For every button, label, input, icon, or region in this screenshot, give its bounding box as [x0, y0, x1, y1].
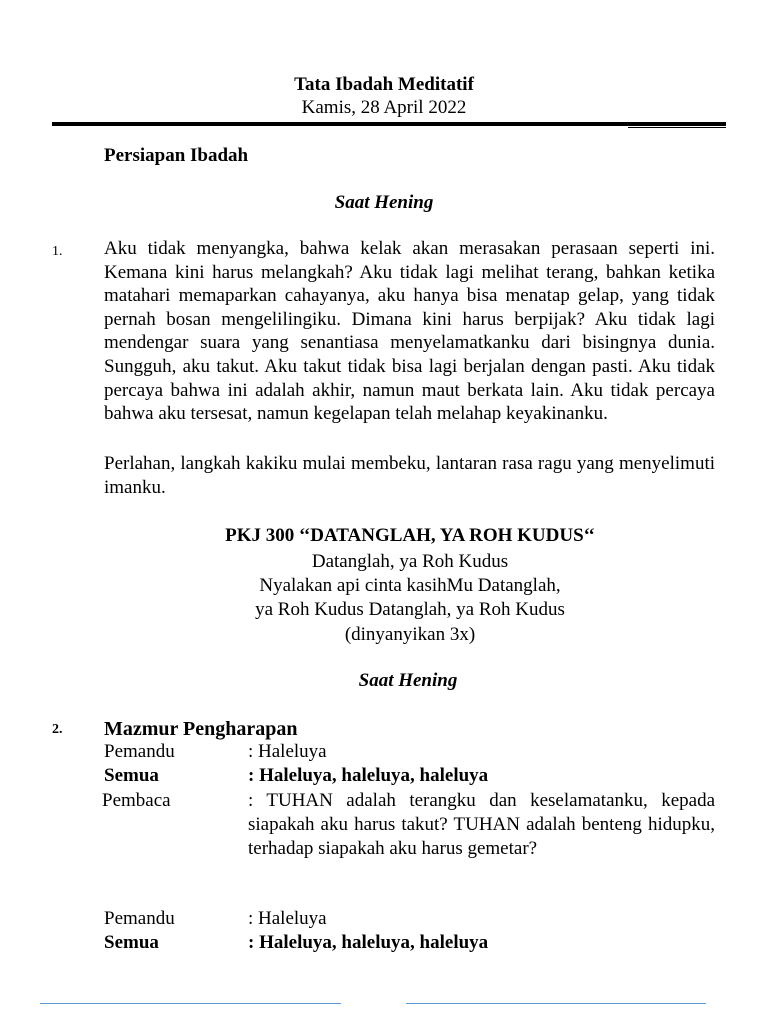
song-lyric-line: Datanglah, ya Roh Kudus: [311, 551, 509, 572]
liturgy-line: : Haleluya, haleluya, haleluya: [248, 932, 489, 953]
header-divider-underline: [628, 127, 726, 128]
liturgy-role: Semua: [104, 932, 159, 953]
liturgy-line: : Haleluya: [248, 741, 327, 762]
section-heading-persiapan: Persiapan Ibadah: [104, 145, 249, 166]
mazmur-title: Mazmur Pengharapan: [104, 718, 298, 740]
liturgy-role: Pemandu: [104, 908, 175, 929]
liturgy-line: : Haleluya: [248, 908, 327, 929]
saat-hening-heading: Saat Hening: [334, 192, 434, 213]
liturgy-role: Semua: [104, 765, 159, 786]
liturgy-role: Pemandu: [104, 741, 175, 762]
song-lyric-line: ya Roh Kudus Datanglah, ya Roh Kudus: [255, 599, 565, 620]
meditation-paragraph-closing: Perlahan, langkah kakiku mulai membeku, lantaran rasa ragu yang menyelimuti imanku.: [104, 453, 715, 498]
meditation-paragraph: Aku tidak menyangka, bahwa kelak akan merasakan perasaan seperti ini. Kemana kini harus melangkah? Aku tidak lagi melihat terang, bahkan ketika matahari memaparkan cahayanya, aku hanya bisa menatap gelap, yang tidak pernah bosan mengelilingiku. Dimana kini harus berpijak? Aku tidak lagi mendengar suara yang senantiasa menyelamatkanku dari bisingnya dunia. Sungguh, aku takut. Aku takut tidak bisa lagi berjalan dengan pasti. Aku tidak percaya bahwa ini adalah akhir, namun maut berkata lain. Aku tidak percaya bahwa aku tersesat, namun kegelapan telah melahap keyakinanku.: [104, 238, 715, 425]
saat-hening-heading: Saat Hening: [358, 670, 458, 691]
song-lyric-line: Nyalakan api cinta kasihMu Datanglah,: [259, 575, 561, 596]
document-title: Tata Ibadah Meditatif: [294, 74, 474, 95]
footer-rule-right: [406, 1003, 706, 1004]
item-number: 1.: [52, 244, 63, 259]
liturgy-line: : Haleluya, haleluya, haleluya: [248, 765, 489, 786]
header-divider: [52, 122, 726, 126]
document-date: Kamis, 28 April 2022: [301, 97, 467, 118]
liturgy-role: Pembaca: [102, 790, 171, 811]
liturgy-reading: : TUHAN adalah terangku dan keselamatanku, kepada siapakah aku harus takut? TUHAN adalah benteng hidupku, terhadap siapakah aku harus gemetar?: [248, 790, 715, 859]
song-repeat-note: (dinyanyikan 3x): [344, 624, 476, 645]
footer-rule-left: [40, 1003, 341, 1004]
item-number: 2.: [52, 722, 63, 737]
song-title: PKJ 300 ‘‘DATANGLAH, YA ROH KUDUS‘‘: [225, 525, 595, 546]
